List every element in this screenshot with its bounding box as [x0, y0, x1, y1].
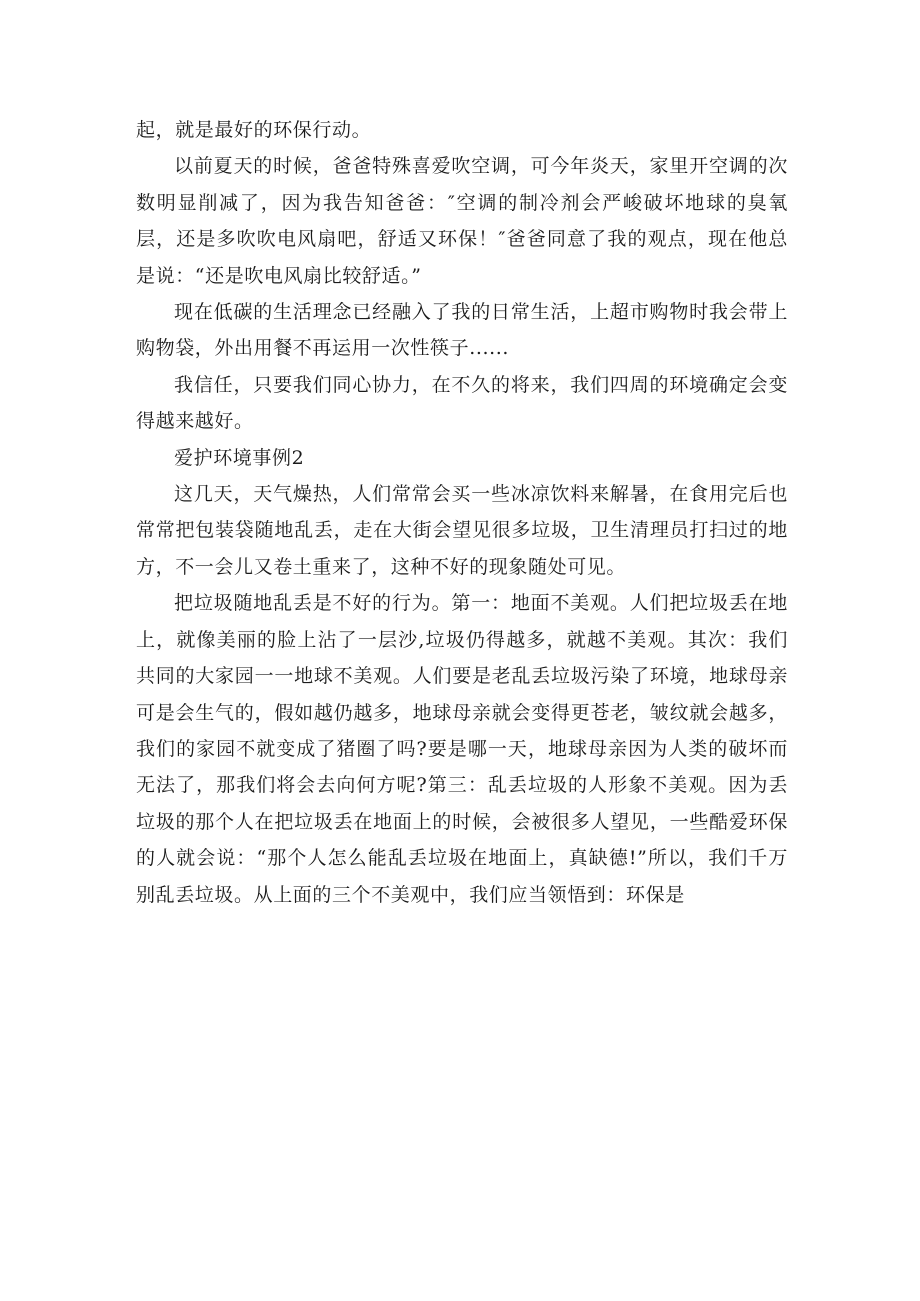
paragraph-low-carbon: 现在低碳的生活理念已经融入了我的日常生活，上超市购物时我会带上购物袋，外出用餐不再运用一次性筷子...... [136, 301, 788, 360]
paragraph-continuation: 起，就是最好的环保行动。 [136, 119, 372, 141]
paragraph-belief: 我信任，只要我们同心协力，在不久的将来，我们四周的环境确定会变得越来越好。 [136, 373, 788, 433]
document-body [136, 112, 788, 913]
paragraph-hot-weather: 这几天，天气燥热，人们常常会买一些冰凉饮料来解暑，在食用完后也常常把包装袋随地乱丢，走在大街会望见很多垃圾，卫生清理员打扫过的地方，不一会儿又卷土重来了，这种不好的现象随处可见。 [136, 483, 788, 578]
section-heading-example-2: 爱护环境事例2 [174, 446, 305, 469]
paragraph-summer-aircon: 以前夏天的时候，爸爸特殊喜爱吹空调，可今年炎天，家里开空调的次数明显削减了，因为我告知爸爸：″空调的制冷剂会严峻破坏地球的臭氧层，还是多吹吹电风扇吧，舒适又环保！″爸爸同意了我的观点，现在他总是说：“还是吹电风扇比较舒适。” [136, 155, 788, 287]
paragraph-littering: 把垃圾随地乱丢是不好的行为。第一：地面不美观。人们把垃圾丢在地上，就像美丽的脸上沾了一层沙,垃圾仍得越多，就越不美观。其次：我们共同的大家园一一地球不美观。人们要是老乱丢垃圾污染了环境，地球母亲可是会生气的，假如越仍越多，地球母亲就会变得更苍老，皱纹就会越多，我们的家园不就变成了猪圈了吗?要是哪一天，地球母亲因为人类的破坏而无法了，那我们将会去向何方呢?第三：乱丢垃圾的人形象不美观。因为丢垃圾的那个人在把垃圾丢在地面上的时候，会被很多人望见，一些酷爱环保的人就会说：“那个人怎么能乱丢垃圾在地面上，真缺德!”所以，我们千万别乱丢垃圾。从上面的三个不美观中，我们应当领悟到：环保是 [136, 592, 788, 906]
